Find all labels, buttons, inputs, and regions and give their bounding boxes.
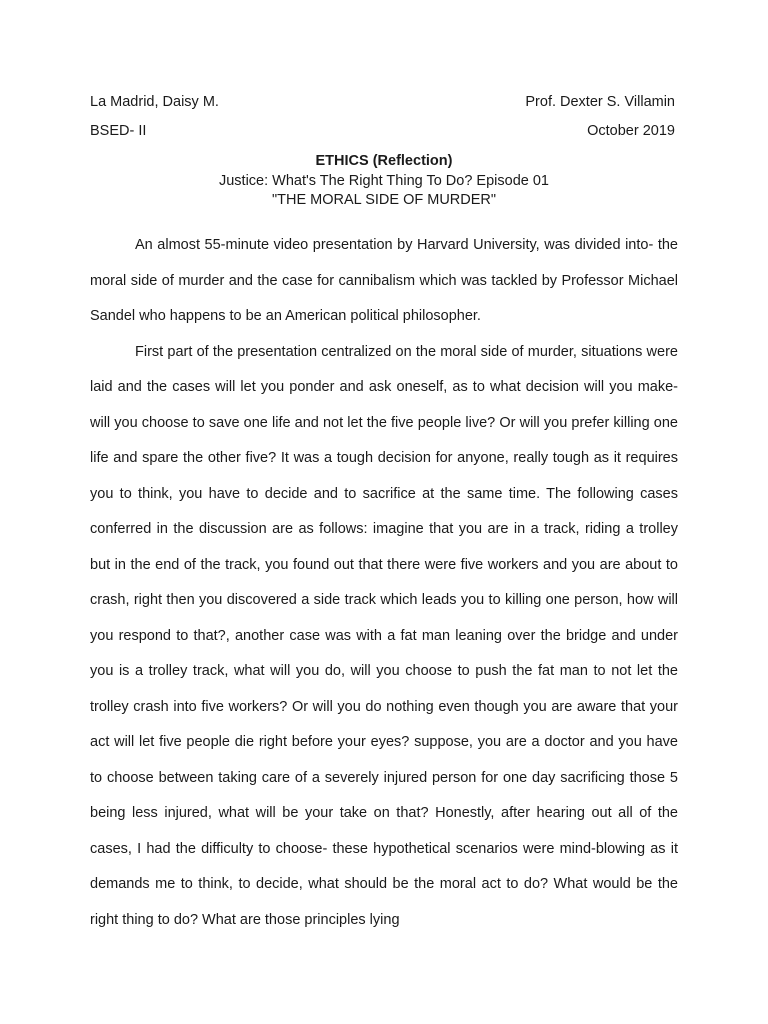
header-row-1 xyxy=(90,93,675,111)
document-subtitle: Justice: What's The Right Thing To Do? Episode 01 xyxy=(218,172,549,189)
document-date: October 2019 xyxy=(587,123,675,139)
body-text xyxy=(90,228,678,938)
title-block xyxy=(90,152,678,211)
paragraph-1: An almost 55-minute video presentation by Harvard University, was divided into- the moral side of murder and the case for cannibalism which was tackled by Professor Michael Sandel who happens to be an American political philosopher. xyxy=(90,237,678,324)
paragraph-2: First part of the presentation centralized on the moral side of murder, situations were laid and the cases will let you ponder and ask oneself, as to what decision will you make- will you choose to save one life and not let the five people live? Or will you prefer killing one life and spare the other five? It was a tough decision for anyone, really tough as it requires you to think, you have to decide and to sacrifice at the same time. The following cases conferred in the discussion are as follows: imagine that you are in a track, riding a trolley but in the end of the track, you found out that there were five workers and you are about to crash, right then you discovered a side track which leads you to killing one person, how will you respond to that?, another case was with a fat man leaning over the bridge and under you is a trolley track, what will you do, will you choose to push the fat man to not let the trolley crash into five workers? Or will you do nothing even though you are aware that your act will let five people die right before your eyes? suppose, you are a doctor and you have to choose between taking care of a severely injured person for one day sacrificing those 5 being less injured, what will be your take on that? Honestly, after hearing out all of the cases, I had the difficulty to choose- these hypothetical scenarios were mind-blowing as it demands me to think, to decide, what should be the moral act to do? What would be the right thing to do? What are those principles lying xyxy=(90,343,678,928)
episode-title: "THE MORAL SIDE OF MURDER" xyxy=(271,192,497,208)
student-name: La Madrid, Daisy M. xyxy=(90,94,219,110)
header-row-2 xyxy=(90,122,675,140)
course-label: BSED- II xyxy=(90,123,147,139)
document-title: ETHICS (Reflection) xyxy=(315,153,453,169)
professor-name: Prof. Dexter S. Villamin xyxy=(525,94,675,110)
